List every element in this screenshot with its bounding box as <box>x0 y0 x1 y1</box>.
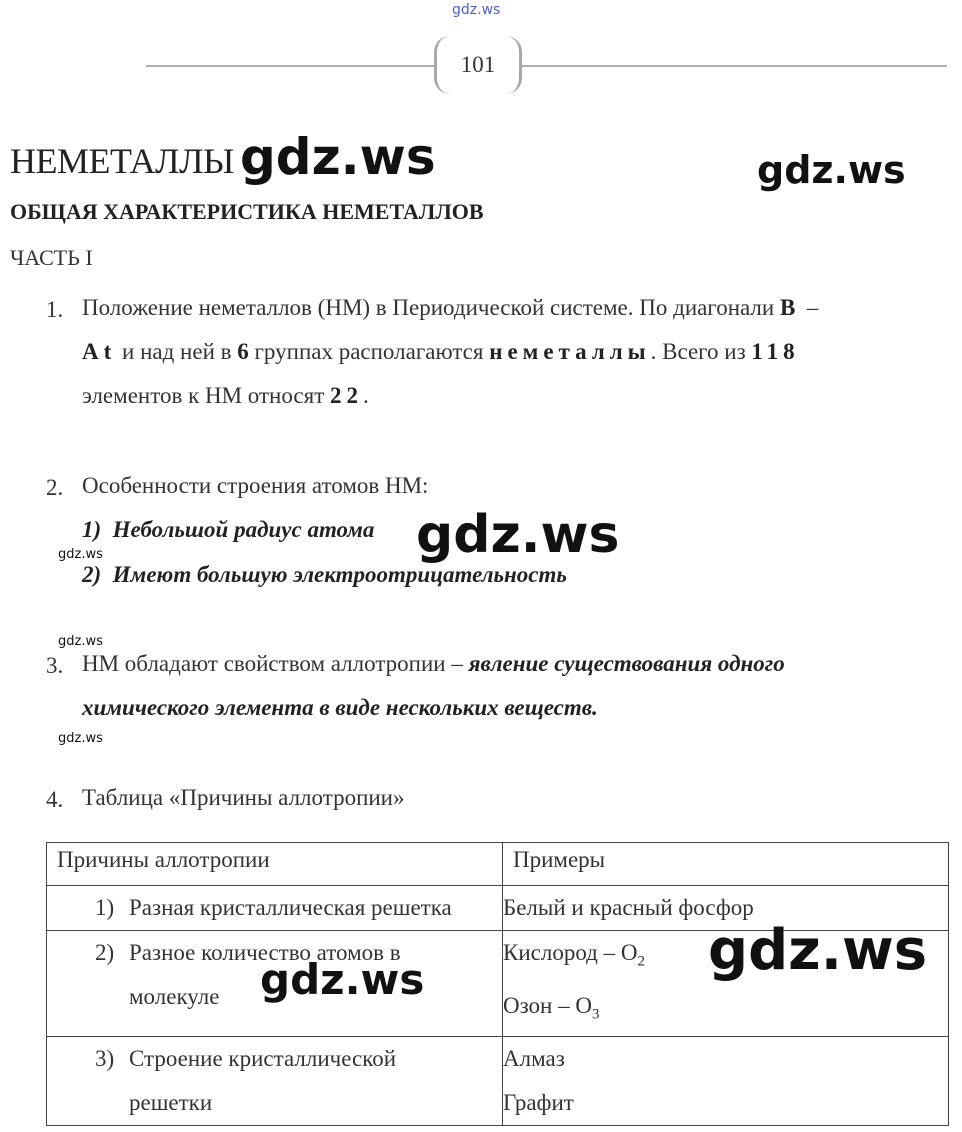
watermark-title: gdz.ws <box>240 128 436 186</box>
table-cell-cause <box>47 1037 503 1126</box>
row-2-cause-line-2: молекуле <box>129 984 220 1009</box>
page-number <box>434 36 522 94</box>
row-2-marker: 2) <box>95 940 115 965</box>
table-cell-cause <box>47 886 503 931</box>
row-1-example-1: Белый и красный фосфор <box>503 895 754 920</box>
table-header-examples: Примеры <box>503 843 949 886</box>
item-1-text-e: элементов к НМ относят <box>82 383 325 408</box>
item-1-dash: – <box>806 295 819 320</box>
item-1-answer-118: 118 <box>751 339 800 364</box>
item-1-text-a: Положение неметаллов (НМ) в Периодической системе. По диагонали <box>82 295 775 320</box>
item-1-line-3 <box>82 374 369 418</box>
item-3-answer-line-1: явление существования одного <box>468 651 785 676</box>
row-1-marker: 1) <box>95 895 115 920</box>
table-header-causes: Причины аллотропии <box>47 843 503 886</box>
header-rule-left <box>146 65 434 67</box>
item-1-text-d: . Всего из <box>650 339 746 364</box>
item-2-answer-2 <box>82 553 567 597</box>
item-1-answer-6: 6 <box>237 339 249 364</box>
item-1-answer-b: B <box>779 295 796 320</box>
row-2-example-1: Кислород – $O_2$ <box>503 940 645 970</box>
row-3-cause-line-2: решетки <box>129 1090 213 1116</box>
item-1-answer-nonmetals: неметаллы <box>489 339 651 364</box>
item-1-text-c: группах располагаются <box>254 339 484 364</box>
table-cell-examples <box>503 1037 949 1126</box>
item-2-answer-1 <box>82 508 374 552</box>
item-2-answer-1-marker: 1) <box>82 517 102 542</box>
item-1-line-2 <box>82 330 800 374</box>
row-3-example-2: Графит <box>503 1090 574 1116</box>
watermark-small-1: gdz.ws <box>58 547 103 562</box>
row-2-cause-line-1: Разное количество атомов в <box>129 940 401 965</box>
watermark-middle: gdz.ws <box>416 505 620 565</box>
item-1-text-b: и над ней в <box>122 339 232 364</box>
part-label: ЧАСТЬ I <box>10 245 93 270</box>
table-header-row <box>47 843 949 886</box>
item-3-text: НМ обладают свойством аллотропии – <box>82 651 463 676</box>
header-watermark: gdz.ws <box>452 2 501 18</box>
watermark-small-3: gdz.ws <box>58 731 103 746</box>
item-1-answer-at: At <box>82 339 117 364</box>
watermark-table-left: gdz.ws <box>260 955 425 1004</box>
row-2-example-2: Озон – $O_3$ <box>503 992 600 1023</box>
page-title: НЕМЕТАЛЛЫ <box>10 141 234 181</box>
item-3-number: 3. <box>46 653 64 678</box>
table-row <box>47 1037 949 1126</box>
row-1-cause: Разная кристаллическая решетка <box>129 895 452 920</box>
row-3-marker: 3) <box>95 1046 115 1072</box>
page-number-text: 101 <box>460 52 496 77</box>
item-3-answer-line-2: химического элемента в виде нескольких веществ. <box>82 695 598 720</box>
item-1-line-1 <box>82 286 818 330</box>
allotropy-table <box>46 842 949 1126</box>
watermark-small-2: gdz.ws <box>58 634 103 649</box>
item-3-line-1 <box>82 642 785 686</box>
item-2-text: Особенности строения атомов НМ: <box>82 473 429 498</box>
item-1-text-f: . <box>363 383 369 408</box>
item-1-number: 1. <box>46 297 64 322</box>
header-rule-right <box>522 65 947 67</box>
watermark-table-right: gdz.ws <box>708 918 928 983</box>
watermark-top-right: gdz.ws <box>757 148 906 192</box>
item-2-number: 2. <box>46 475 64 500</box>
item-2-answer-2-text: Имеют большую электроотрицательность <box>112 562 567 587</box>
row-3-cause-line-1: Строение кристаллической <box>129 1046 397 1072</box>
item-4-text: Таблица «Причины аллотропии» <box>82 785 405 810</box>
item-1-answer-22: 22 <box>330 383 364 408</box>
item-4-number: 4. <box>46 787 64 812</box>
item-2-answer-1-text: Небольшой радиус атома <box>112 517 375 542</box>
section-subtitle: ОБЩАЯ ХАРАКТЕРИСТИКА НЕМЕТАЛЛОВ <box>10 199 484 224</box>
item-2-answer-2-marker: 2) <box>82 562 102 587</box>
row-3-example-1: Алмаз <box>503 1046 565 1072</box>
